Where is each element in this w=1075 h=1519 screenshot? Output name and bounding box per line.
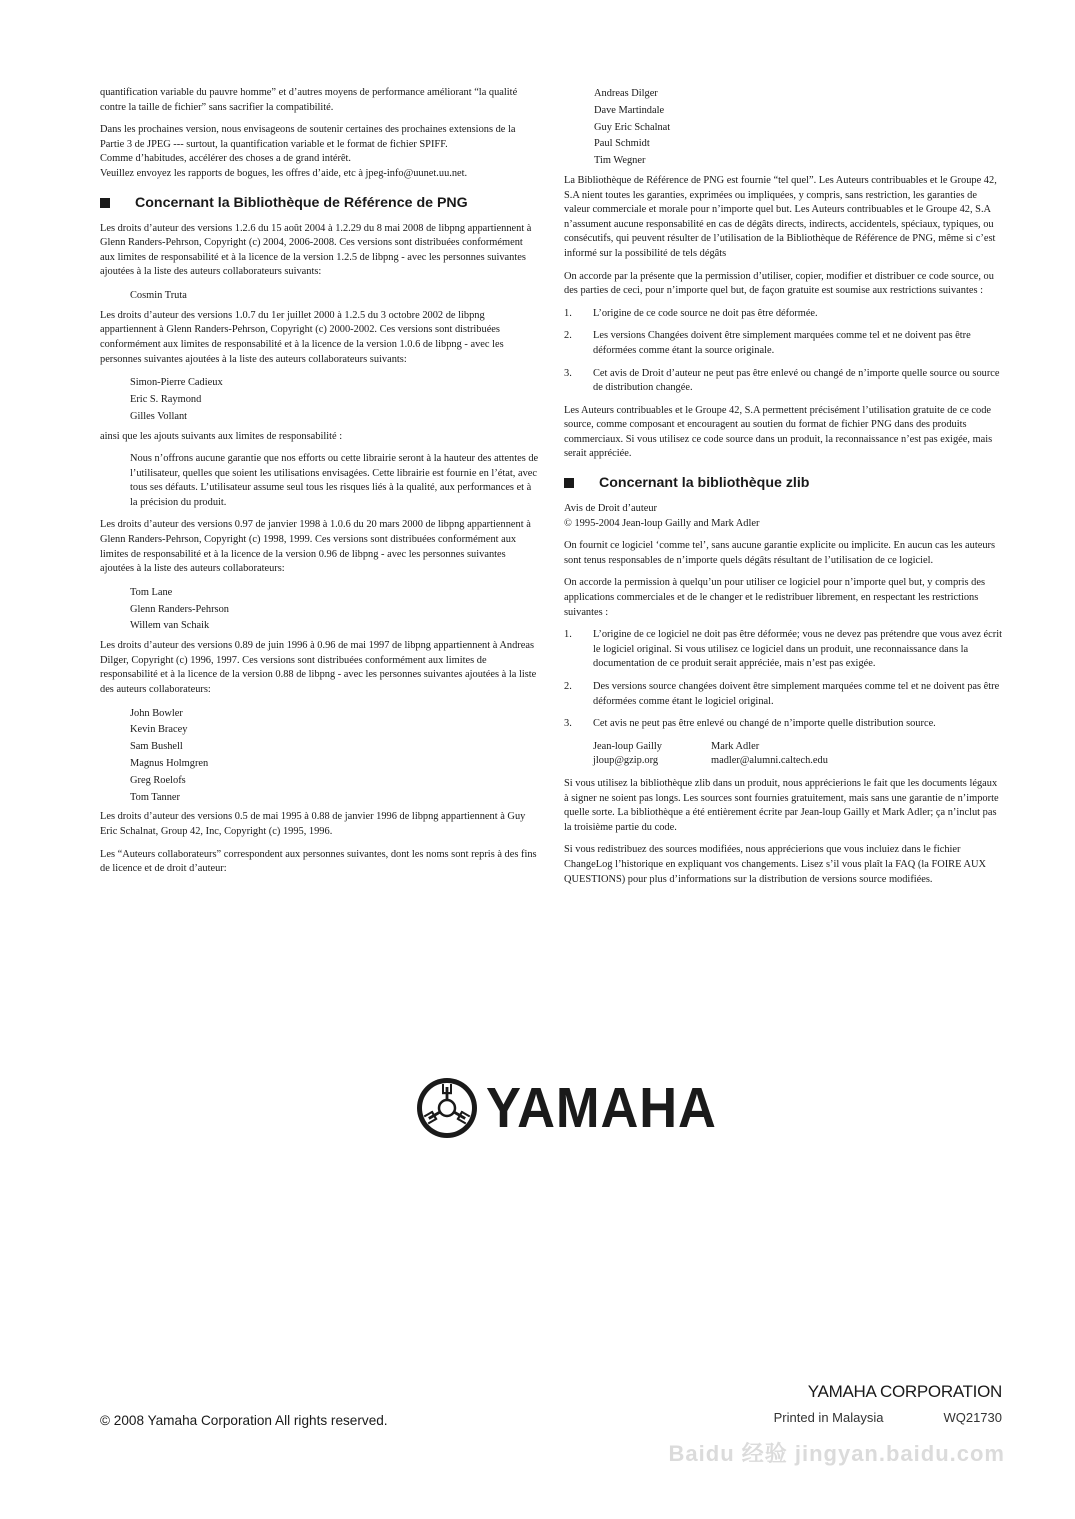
contributor-list [130,585,540,635]
printed-in: Printed in Malaysia [773,1410,884,1425]
square-bullet-icon [564,478,574,488]
copyright-notice: © 1995-2004 Jean-loup Gailly and Mark Adler [564,517,760,529]
disclaimer-quote: Nous n’offrons aucune garantie que nos efforts ou cette librairie seront à la hauteur des attentes de l’utilisateur, quelles que soient les utilisations envisagées. Cette librairie est fournie en l’état, avec tous ses défauts. L’utilisateur assume seul tous les risques liés à la qualité, aux performances et à la précision du produit. [130,453,539,508]
contributor-name: Sam Bushell [130,741,183,753]
paragraph: Les droits d’auteur des versions 0.5 de mai 1995 à 0.88 de janvier 1996 de libpng appartiennent à Guy Eric Schalnat, Group 42, Inc, Copyright (c) 1995, 1996. [100,811,526,837]
contributor-name: Paul Schmidt [594,138,650,150]
paragraph: Les droits d’auteur des versions 1.2.6 du 15 août 2004 à 1.2.29 du 8 mai 2008 de libpng appartiennent à Glenn Randers-Pehrson, Copyright (c) 2004, 2006-2008. Ces versions sont distribuées conformément aux limites de responsabilité et à la licence de la version 1.2.5 de libpng - avec les personnes suivantes ajoutées à la liste des auteurs collaborateurs suivants: [100,222,532,278]
paragraph: Les “Auteurs collaborateurs” correspondent aux personnes suivantes, dont les noms sont repris à des fins de licence et de droit d’auteur: [100,848,537,875]
list-item: 3. Cet avis de Droit d’auteur ne peut pas être enlevé ou changé de n’importe quelle source ou source de distribution changée. [564,367,1000,394]
contributor-name: Eric S. Raymond [130,393,202,405]
contributor-name: Willem van Schaik [130,620,210,632]
intro-paragraph: quantification variable du pauvre homme” et d’autres moyens de performance améliorant “la qualité contre la taille de fichier” sans sacrifier la compatibilité. [100,87,518,113]
restrictions-list [564,628,1002,732]
contributor-list [594,86,1002,170]
baidu-watermark: Baidu 经验 jingyan.baidu.com [668,1441,1005,1466]
paragraph: La Bibliothèque de Référence de PNG est fournie “tel quel”. Les Auteurs contribuables et le Groupe 42, S.A nient toutes les garanties, exprimées ou impliquées, y compris, sans restriction, les garanties de valeur commerciale et morale pour n’importe quel but. Les Auteurs contribuables et le Groupe 42, S.A n’assument aucune responsabilité en cas de dégâts directs, indirects, accidentels, spéciaux, typiques, ou consécutifs, qui peuvent résulter de l’utilisation de la Bibliothèque de Référence de PNG, même si c’est informé sur la possibilité de tels dégâts [564,174,997,259]
contributor-name: Simon-Pierre Cadieux [130,377,223,389]
yamaha-tuning-forks-icon [416,1077,478,1139]
paragraph: Les droits d’auteur des versions 0.89 de juin 1996 à 0.96 de mai 1997 de libpng appartiennent à Andreas Dilger, Copyright (c) 1996, 1997. Ces versions sont distribuées conformément aux limites de responsabilité et à la licence de la version 0.88 de libpng - avec les personnes suivantes ajoutées à la liste des auteurs collaborateurs: [100,640,537,696]
contributor-name: Guy Eric Schalnat [594,121,671,133]
intro-paragraph: Dans les prochaines version, nous envisageons de soutenir certaines des prochaines extensions de la Partie 3 de JPEG --- surtout, la quantification variable et le format de fichier SPIFF. [100,124,516,150]
png-section-heading: Concernant la Bibliothèque de Référence de PNG [100,194,540,212]
contributor-name: Tom Tanner [130,791,181,803]
author-signatures [593,740,1002,755]
contributor-name: Tom Lane [130,586,173,598]
author-email: jloup@gzip.org [593,755,659,767]
list-item: 1. L’origine de ce code source ne doit pas être déformée. [564,307,818,319]
contributor-name: Tim Wegner [594,155,646,167]
paragraph: On accorde la permission à quelqu’un pour utiliser ce logiciel pour n’importe quel but, y compris des applications commerciales et de le changer et le redistribuer librement, en respectant les restrictions suivantes : [564,577,985,618]
restrictions-list [564,307,1002,396]
zlib-section-heading: Concernant la bibliothèque zlib [564,474,1002,492]
contributor-name: Kevin Bracey [130,724,188,736]
contributor-list [130,375,540,425]
corporation-name: YAMAHA CORPORATION [807,1382,1002,1401]
contributor-list [130,288,540,305]
contributor-name: Magnus Holmgren [130,758,209,769]
contributor-name: Dave Martindale [594,104,665,116]
contributor-name: Andreas Dilger [594,88,658,99]
square-bullet-icon [100,198,110,208]
author-email: madler@alumni.caltech.edu [711,755,828,767]
author-name: Jean-loup Gailly [593,740,662,752]
right-column [564,86,1002,895]
intro-paragraph: Comme d’habitudes, accélérer des choses a de grand intérêt. [100,153,352,165]
list-item: 2. Les versions Changées doivent être simplement marquées comme tel et ne doivent pas être déformées comme étant la source originale. [564,330,971,356]
paragraph: Les droits d’auteur des versions 0.97 de janvier 1998 à 1.0.6 du 20 mars 2000 de libpng appartiennent à Glenn Randers-Pehrson, Copyright (c) 1998, 1999. Ces versions sont distribuées conformément aux limites de responsabilité et à la licence de la version 0.96 de libpng - avec les personnes suivantes ajoutées à la liste des auteurs collaborateurs: [100,519,531,575]
paragraph: Les droits d’auteur des versions 1.0.7 du 1er juillet 2000 à 1.2.5 du 3 octobre 2002 de libpng appartiennent à Glenn Randers-Pehrson, Copyright (c) 2000-2002. Ces versions sont distribuées conformément aux limites de responsabilité et à la licence de la version 1.0.6 de libpng - avec les personnes suivantes ajoutées à la liste des auteurs collaborateurs suivants: [100,309,504,365]
footer-corporation [774,1382,1002,1425]
paragraph: ainsi que les ajouts suivants aux limites de responsabilité : [100,430,343,442]
paragraph: On accorde par la présente que la permission d’utiliser, copier, modifier et distribuer ce code source, ou des parties de ceci, pour n’importe quel but, de façon gratuite est soumise aux restrictions suivantes : [564,270,994,297]
list-item: 2. Des versions source changées doivent être simplement marquées comme tel et ne doivent pas être déformées comme étant le logiciel original. [564,681,1000,707]
footer-copyright: © 2008 Yamaha Corporation All rights reserved. [100,1413,388,1428]
contributor-name: John Bowler [130,707,183,719]
list-item: 3. Cet avis ne peut pas être enlevé ou changé de n’importe quelle distribution source. [564,718,936,730]
yamaha-logo [416,1077,737,1139]
paragraph: On fournit ce logiciel ‘comme tel’, sans aucune garantie explicite ou implicite. En aucun cas les auteurs sont tenus responsables de n’importe quels dégâts résultant de l’utilisation de ce logiciel. [564,540,996,566]
contributor-name: Greg Roelofs [130,774,186,786]
author-name: Mark Adler [711,740,760,752]
contributor-list [130,706,540,807]
document-code: WQ21730 [943,1410,1002,1425]
paragraph: Les Auteurs contribuables et le Groupe 42, S.A permettent précisément l’utilisation gratuite de ce code source, comme composant et encouragent au soutien du format de fichier PNG dans des produits commerciaux. Si vous utilisez ce code source dans un produit, la reconnaissance n’est pas exigée, mais serait appréciée. [564,404,993,460]
copyright-notice-title: Avis de Droit d’auteur [564,503,658,515]
paragraph: Si vous redistribuez des sources modifiées, nous apprécierions que vous incluiez dans le fichier ChangeLog l’historique en expliquant vos changements. Lisez s’il vous plaît la FAQ (la FOIRE AUX QUESTIONS) pour plus d’informations sur la distribution de versions source modifiées. [564,844,986,885]
list-item: 1. L’origine de ce logiciel ne doit pas être déformée; vous ne devez pas prétendre que vous avez écrit le logiciel original. Si vous utilisez ce logiciel dans un produit, une reconnaissance dans la documentation de ce produit serait appréciée, mais n’est pas exigée. [564,629,1003,670]
paragraph: Si vous utilisez la bibliothèque zlib dans un produit, nous apprécierions le fait que les documents légaux à signer ne soient pas longs. Les sources sont fournies gratuitement, mais sans une garantie de n’importe quelle sorte. La bibliothèque a été entièrement écrite par Jean-loup Gailly et Mark Adler; ça n’inclut pas la troisième partie du code. [564,777,999,833]
yamaha-wordmark: YAMAHA [486,1076,717,1140]
print-info [774,1410,1002,1425]
contributor-name: Cosmin Truta [130,289,187,301]
intro-paragraph: Veuillez envoyez les rapports de bogues, les offres d’aide, etc à jpeg-info@uunet.uu.net. [100,167,468,179]
left-column [100,86,540,885]
contributor-name: Glenn Randers-Pehrson [130,603,229,615]
contributor-name: Gilles Vollant [130,410,188,422]
author-emails [593,754,1002,769]
